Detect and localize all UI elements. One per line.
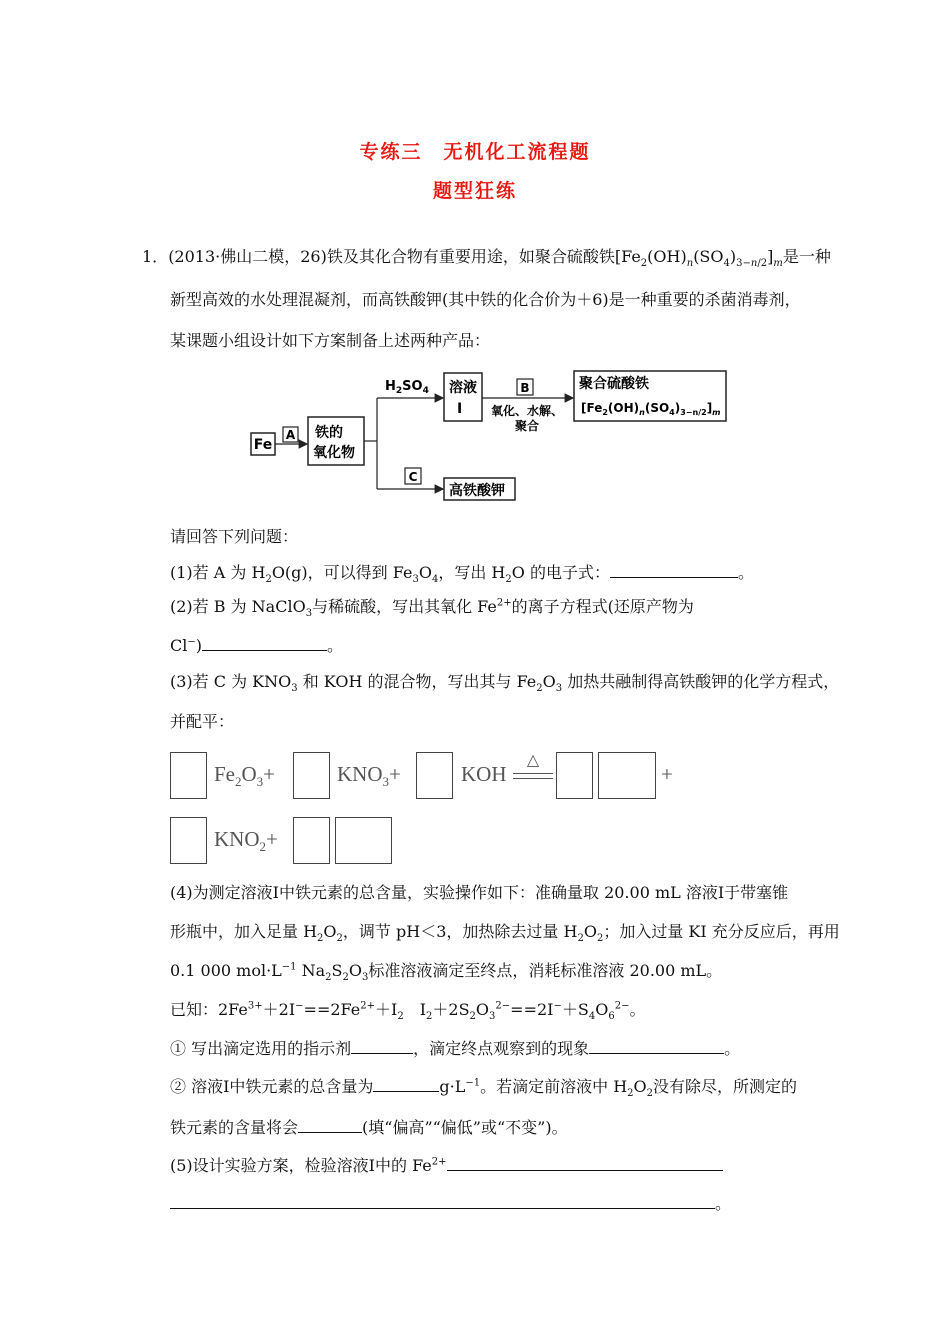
- answer-blank-indicator[interactable]: [351, 1037, 413, 1054]
- sub-question-2-cont: Cl−) 。: [170, 636, 344, 655]
- process-flow-diagram: [245, 365, 735, 505]
- oxide-label-2: 氧化物: [313, 445, 355, 461]
- eq-heat-sign: △: [513, 752, 553, 782]
- product-1-formula: $[Fe_2(OH)_n(SO_4)_{3-n/2}]_m$: [581, 401, 721, 417]
- prompt: 请回答下列问题：: [170, 527, 299, 546]
- coefficient-box-kno2[interactable]: [170, 817, 207, 864]
- sub-question-5: (5)设计实验方案，检验溶液Ⅰ中的 $Fe^{2+}$: [170, 1154, 723, 1177]
- sub-question-4-cont-2: 0.1 000 $mol\cdot L^{-1}$ $Na_2S_2O_3$标准溶液滴定至终点，消耗标准溶液 20.00 mL。: [170, 961, 723, 984]
- sub-question-4-2: ② 溶液Ⅰ中铁元素的总含量为 $g\cdot L^{-1}$。若滴定前溶液中 $H_2O_2$没有除尽，所测定的: [170, 1077, 798, 1100]
- question-1-line-2: 新型高效的水处理混凝剂，而高铁酸钾(其中铁的化合价为＋6)是一种重要的杀菌消毒剂，: [170, 290, 801, 309]
- answer-blank-1[interactable]: [610, 561, 738, 578]
- eq-plus: +: [661, 762, 673, 786]
- eq-kno2: $KNO_2+$: [214, 827, 278, 855]
- answer-blank-5a[interactable]: [447, 1154, 723, 1171]
- page-subtitle: 题型狂练: [432, 180, 517, 202]
- solution-label-2: Ⅰ: [457, 401, 463, 417]
- coefficient-box-kno3[interactable]: [293, 752, 330, 799]
- coefficient-box-fe2o3[interactable]: [170, 752, 207, 799]
- sub-question-5-cont: 。: [170, 1192, 731, 1215]
- eq-koh: KOH: [461, 762, 507, 786]
- answer-blank-content[interactable]: [373, 1075, 439, 1092]
- answer-blank-effect[interactable]: [298, 1116, 362, 1133]
- c-label: C: [408, 470, 418, 484]
- a-label: A: [285, 428, 296, 442]
- sub-question-2: (2)若 B 为 NaClO$_3$与稀硫酸，写出其氧化 $Fe^{2+}$的离子方程式(还原产物为: [170, 597, 694, 620]
- formula-box-product-1[interactable]: [598, 752, 656, 799]
- sub-question-3: (3)若 C 为 $KNO_3$ 和 KOH 的混合物，写出其与 $Fe_2O_3$ 加热共融制得高铁酸钾的化学方程式，: [170, 672, 840, 695]
- answer-blank-endpoint[interactable]: [589, 1037, 724, 1054]
- eq-kno3: $KNO_3+$: [337, 762, 401, 790]
- question-1-line-3: 某课题小组设计如下方案制备上述两种产品：: [170, 331, 491, 350]
- sub-question-1: (1)若 A 为 $H_2O(g)$，可以得到 $Fe_3O_4$，写出 $H_2O$ 的电子式： 。: [170, 563, 754, 586]
- sub-question-4-cont: 形瓶中，加入足量 $H_2O_2$，调节 pH＜3，加热除去过量 $H_2O_2$；加入过量 KI 充分反应后，再用: [170, 922, 840, 945]
- answer-blank-5b[interactable]: [170, 1192, 715, 1209]
- answer-blank-2[interactable]: [202, 634, 327, 651]
- h2so4-label: $H_2SO_4$: [385, 379, 429, 396]
- page-title: 专练三 无机化工流程题: [359, 141, 591, 163]
- b-condition-1: 氧化、水解、: [490, 404, 564, 418]
- b-label: B: [520, 381, 530, 395]
- coefficient-box-product-1[interactable]: [556, 752, 593, 799]
- solution-label-1: 溶液: [449, 380, 477, 396]
- sub-question-4-2-cont: 铁元素的含量将会 (填“偏高”“偏低”或“不变”)。: [170, 1118, 568, 1137]
- eq-fe2o3: $Fe_2O_3+$: [214, 762, 276, 790]
- fe-label: Fe: [253, 437, 273, 453]
- product-1-label: 聚合硫酸铁: [579, 376, 649, 392]
- question-1-line-1: 1．(2013·佛山二模，26)铁及其化合物有重要用途，如聚合硫酸铁$[Fe_2(OH)_n(SO_4)_{3-n/2}]_m$是一种: [142, 247, 831, 270]
- sub-question-4: (4)为测定溶液Ⅰ中铁元素的总含量，实验操作如下：准确量取 20.00 mL 溶液Ⅰ于带塞锥: [170, 883, 789, 902]
- oxide-label-1: 铁的: [315, 425, 343, 441]
- formula-box-product-2[interactable]: [335, 817, 392, 864]
- product-2-label: 高铁酸钾: [449, 483, 505, 499]
- known-reactions: 已知：$2Fe^{3+}+2I^-==2Fe^{2+}+I_2$ $I_2+2S_2O_3^{2-}==2I^-+S_4O_6^{2-}$。: [170, 1000, 646, 1023]
- sub-question-4-1: ① 写出滴定选用的指示剂 ，滴定终点观察到的现象 。: [170, 1039, 741, 1058]
- coefficient-box-koh[interactable]: [416, 752, 453, 799]
- coefficient-box-product-2[interactable]: [293, 817, 330, 864]
- b-condition-2: 聚合: [514, 419, 540, 433]
- sub-question-3-cont: 并配平：: [170, 712, 235, 731]
